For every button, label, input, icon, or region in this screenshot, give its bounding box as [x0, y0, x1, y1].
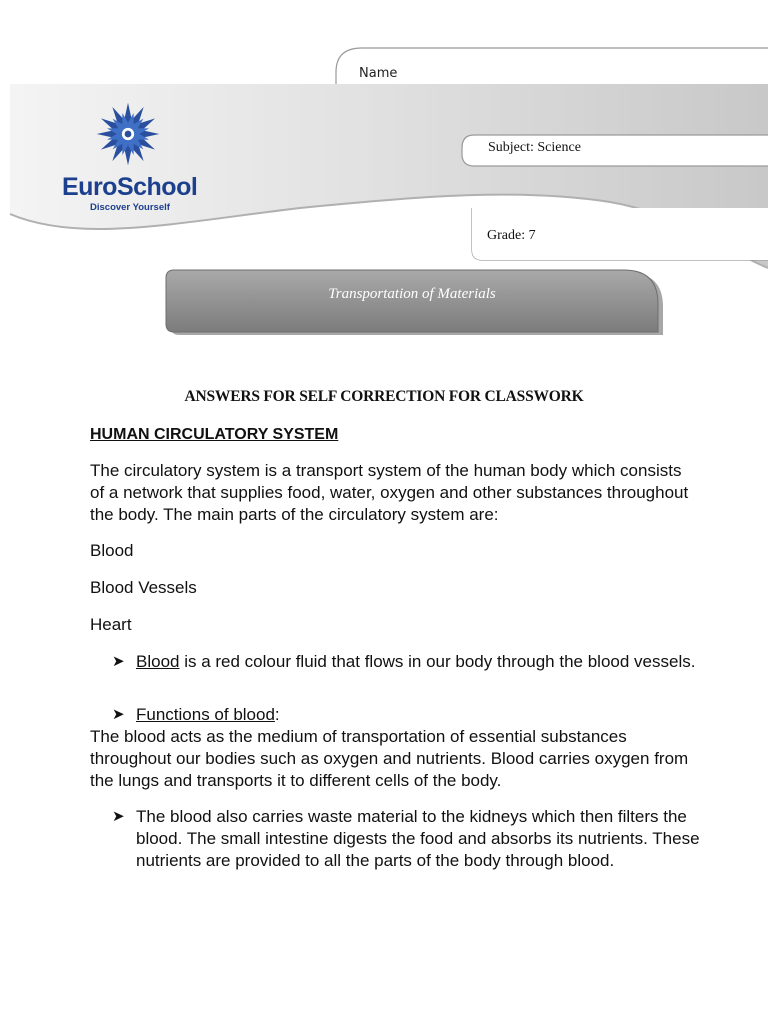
flower-logo-icon [94, 100, 162, 168]
arrow-bullet-icon: ➤ [112, 653, 125, 670]
grade-field: Grade: 7 [487, 228, 536, 243]
list-item: Blood Vessels [90, 578, 197, 597]
functions-paragraph: The blood acts as the medium of transportation of essential substances throughout our bodies such as oxygen and nutrients. Blood carries oxygen from the lungs and transports it to different cells of the body. [90, 727, 689, 790]
document-heading: ANSWERS FOR SELF CORRECTION FOR CLASSWORK [184, 388, 584, 405]
school-name: EuroSchool [62, 173, 198, 201]
section-title: HUMAN CIRCULATORY SYSTEM [90, 426, 339, 443]
bullet-blood [90, 651, 700, 673]
bullet-term: Functions of blood [136, 705, 275, 724]
subject-field: Subject: Science [488, 140, 581, 155]
intro-paragraph: The circulatory system is a transport system of the human body which consists of a network that supplies food, water, oxygen and other substances throughout the body. The main parts of the circulatory system are: [90, 461, 689, 524]
list-item: Heart [90, 615, 132, 634]
list-item: Blood [90, 541, 134, 560]
arrow-bullet-icon: ➤ [112, 706, 125, 723]
bullet-text: : [274, 705, 280, 724]
school-tagline: Discover Yourself [90, 202, 170, 213]
bullet-text: is a red colour fluid that flows in our body through the blood vessels. [179, 652, 696, 671]
bullet-waste [90, 806, 700, 872]
topic-banner-title: Transportation of Materials [328, 286, 496, 302]
name-label: Name [359, 66, 398, 81]
bullet-term: Blood [136, 652, 180, 671]
bullet-functions [90, 704, 700, 726]
document-body [90, 424, 700, 872]
arrow-bullet-icon: ➤ [112, 808, 125, 825]
bullet-text: The blood also carries waste material to the kidneys which then filters the blood. The small intestine digests the food and absorbs its nutrients. These nutrients are provided to all the parts of the body through blood. [136, 807, 700, 870]
